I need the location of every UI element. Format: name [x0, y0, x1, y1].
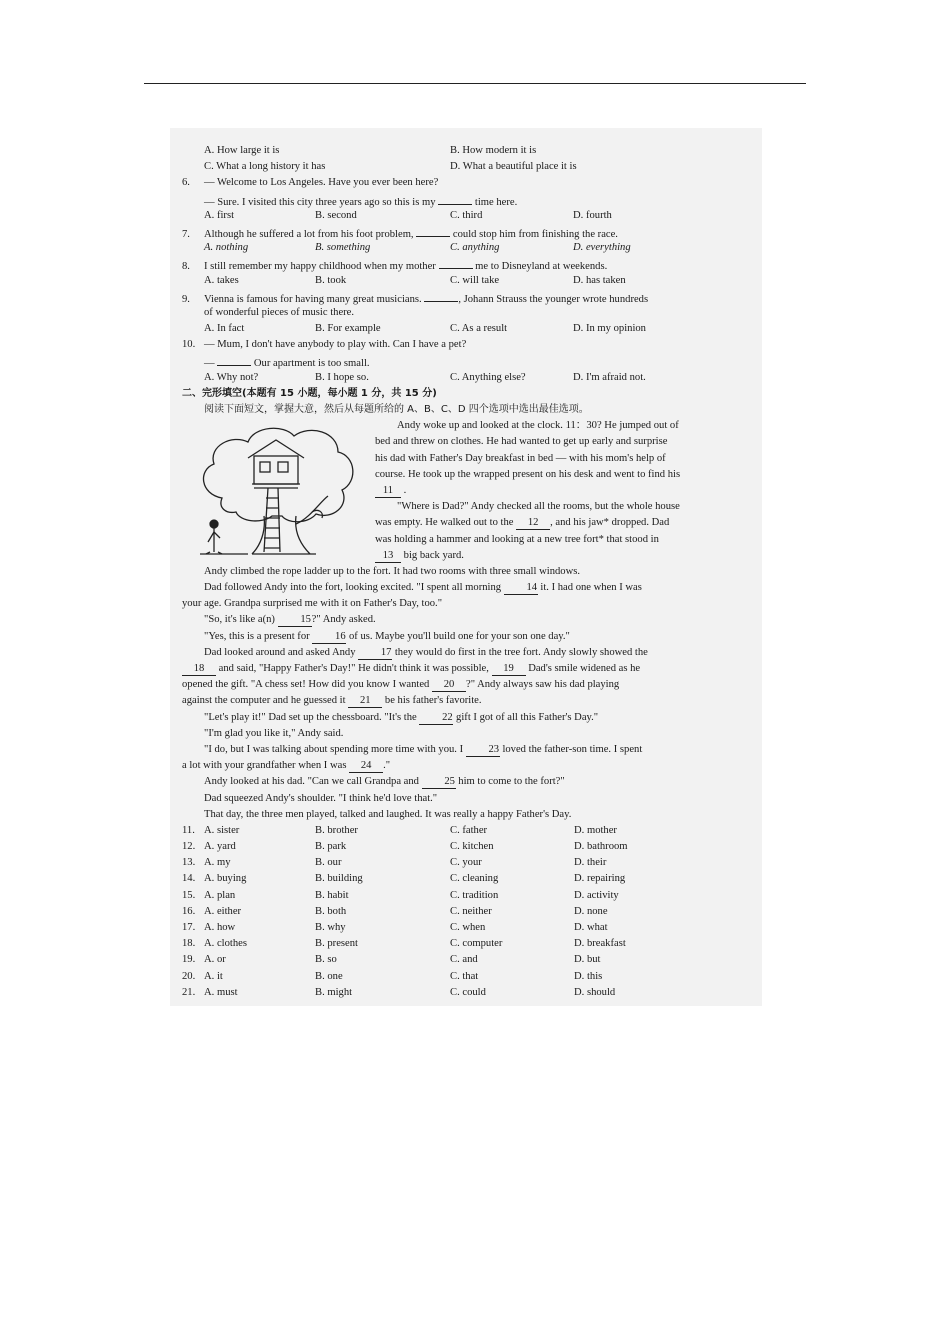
numbered-blank: 16 — [312, 631, 346, 644]
choice-row — [182, 936, 752, 952]
choice-row — [182, 920, 752, 936]
cloze-choices — [182, 823, 752, 1001]
choice-option: B. one — [315, 970, 343, 982]
numbered-blank: 24 — [349, 760, 383, 773]
choice-option: B. present — [315, 938, 358, 950]
choice-option: A. how — [204, 922, 236, 933]
choice-row — [182, 985, 752, 1001]
choice-option: D. repairing — [574, 873, 626, 885]
choice-option: A. clothes — [204, 938, 247, 950]
choice-option: A. must — [204, 986, 238, 998]
story-top: Andy woke up and looked at the clock. 11：30? He jumped out of bed and threw on clothes. He had wanted to get up early and surprise his dad with Father's Day breakfast in bed — with his mom's help of course. He took up the wrapped present on his desk and went to find his 11 . "Where is Dad?" Andy checked all the rooms, but the whole house was empty. He walked out to the 12 , and his jaw* dropped. Dad was holding a hammer and looking at a new tree fort* that stood in 13 big back yard. — [182, 418, 752, 564]
story-paragraph: Dad looked around and asked Andy 17 they would do first in the tree fort. Andy slowly showed the — [204, 646, 648, 658]
choice-option: D. bathroom — [574, 841, 628, 853]
story-paragraph: "I do, but I was talking about spending more time with you. I 23 loved the father-son time. I spent — [204, 743, 643, 755]
choice-option: B. might — [315, 986, 353, 998]
q7-stem: 7. Although he suffered a lot from his foot problem, could stop him from finishing the race. — [182, 224, 752, 240]
choice-option: D. none — [574, 905, 608, 917]
q7-options: A. nothing B. something C. anything D. everything — [204, 242, 631, 254]
choice-option: B. building — [315, 873, 363, 885]
choice-option: A. plan — [204, 889, 236, 901]
choice-option: D. but — [574, 954, 601, 966]
choice-option: A. sister — [204, 824, 240, 836]
q6-stem: 6. — Welcome to Los Angeles. Have you ever been here? — [182, 177, 439, 189]
q10-stem: 10. — Mum, I don't have anybody to play with. Can I have a pet? — [182, 339, 467, 351]
q6-response: — Sure. I visited this city three years ago so this is my time here. — [182, 192, 752, 208]
choice-option: D. activity — [574, 889, 619, 901]
section-title: 二、完形填空(本题有 15 小题，每小题 1 分，共 15 分) — [182, 387, 437, 399]
exam-page: A. How large it is B. How modern it is C. What a long history it has D. What a beautiful place it is 6. — Welcome to Los Angeles. Have you ever been here? — Sure. I visited this city three years ago so this is my time here. A. first B. second C. third D. fourth 7. Although he suffered a lot from his foot problem, could stop him from finishing the race. A. nothing B. something C. anything D. everything 8. I still remember my happy childhood when my mother me to Disneyland at weekends. A. takes B. took C. will take D. has taken 9. Vienna is famous for having many great musicians. , Johann Strauss the younger wrote hundreds of wonderful pieces of music there. A. In fact B. For example C. As a result D. In my opinion 10. — Mum, I don't have anybody to play with. Can I have a pet? — Our apartment is too small. A. Why not? B. I hope so. C. Anything else? D. I'm afraid not. 二、完形填空(本题有 15 小题，每小题 1 分，共 15 分) 阅读下面短文，掌握大意，然后从每题所给的 A、B、C、D 四个选项中选出最佳选项。 Andy woke up and looked at the clock. 11：30? He jumped out of bed and threw on clothes. He had wanted to get up early and surprise his dad with Father's Day breakfast in bed — with his mom's help of course. He took up the wrapped present on his desk and went to find his 11 . "Where is Dad?" Andy checked all the rooms, but the whole house was empty. He walked out to the 12 , and his jaw* dropped. Dad was holding a hammer and looking at a new tree fort* that stood in 13 big back yard. Andy climbed the rope ladder up to the fort. It had two rooms with three small windows. Dad followed Andy into the fort, looking excited. "I spent all morning 14 it. I had one when I was your age. Grandpa surprised me with it on Father's Day, too." "So, it's like a(n) 15?" Andy asked. "Yes, this is a present for 16 of us. Maybe you'll build one for your son one day." Dad looked around and asked Andy 17 they would do first in the tree fort. Andy slowly showed the 18 and said, "Happy Father's Day!" He didn't think it was possible, 19 Dad's smile widened as he opened the gift. "A chess set! How did you know I wanted 20 ?" Andy always saw his dad playing against the computer and he guessed it 21 be his father's favorite. "Let's play it!" Dad set up the chessboard. "It's the 22 gift I got of all this Father's Day." "I'm glad you like it," Andy said. "I do, but I was talking about spending more time with you. I 23 loved the father-son time. I spent a lot with your grandfather when I was 24 ." Andy looked at his dad. "Can we call Grandpa and 25 him to come to the fort?" Dad squeezed Andy's shoulder. "I think he'd love that." That day, the three men played, talked and laughed. It was really a happy Father's Day. 11. A. sister B. brother C. father D. mother 12. A. yard B. park C. kitchen D. bathroom 13. A. my B. our C. your D. their 14. A. buying B. building C. cleaning D. repairing 15. A. plan B. habit C. tradition D. activity 16. A. either B. both C. neither D. none 17. A. how B. why C. when D. what 18. A. clothes B. present C. computer D. breakfast 19. A. or B. so C. and D. but 20. A. it B. one C. that D. this 21. A. must B. might C. could D. should — [182, 143, 752, 1001]
choice-row — [182, 871, 752, 887]
story-paragraph: "So, it's like a(n) 15?" Andy asked. — [204, 614, 376, 626]
choice-option: B. our — [315, 857, 342, 869]
choice-number: 21. — [182, 986, 196, 998]
q6-options: A. first B. second C. third D. fourth — [204, 209, 612, 221]
choice-row — [182, 839, 752, 855]
option: C. What a long history it has — [204, 161, 326, 173]
story-paragraph: "Yes, this is a present for 16 of us. Maybe you'll build one for your son one day." — [204, 630, 570, 642]
numbered-blank: 14 — [504, 582, 538, 595]
choice-option: A. buying — [204, 873, 247, 885]
choice-number: 11. — [182, 824, 195, 836]
choice-number: 15. — [182, 889, 196, 901]
choice-option: A. either — [204, 905, 242, 917]
story-paragraph: Andy looked at his dad. "Can we call Grandpa and 25 him to come to the fort?" — [204, 776, 565, 788]
answer-blank — [416, 224, 450, 237]
numbered-blank: 22 — [419, 712, 453, 725]
option: B. How modern it is — [450, 145, 537, 156]
choice-option: C. computer — [450, 938, 503, 950]
story-paragraph: That day, the three men played, talked and laughed. It was really a happy Father's Day. — [204, 808, 572, 820]
numbered-blank: 23 — [466, 744, 500, 757]
choice-number: 13. — [182, 857, 196, 869]
choice-number: 20. — [182, 970, 196, 982]
choice-row — [182, 904, 752, 920]
choice-option: D. this — [574, 970, 603, 982]
numbered-blank: 15 — [278, 614, 312, 627]
header-rule — [144, 83, 806, 84]
q10-options: A. Why not? B. I hope so. C. Anything else? D. I'm afraid not. — [204, 371, 646, 383]
story-paragraph: Dad followed Andy into the fort, looking excited. "I spent all morning 14 it. I had one when I was — [204, 582, 642, 594]
choice-number: 19. — [182, 954, 196, 966]
option: A. How large it is — [204, 145, 280, 156]
numbered-blank: 18 — [182, 663, 216, 676]
tree-fort-illustration — [192, 420, 362, 560]
choice-number: 12. — [182, 841, 196, 853]
choice-option: C. neither — [450, 905, 492, 917]
choice-option: B. so — [315, 954, 337, 966]
choice-row — [182, 888, 752, 904]
q10-response: — Our apartment is too small. — [182, 353, 752, 369]
choice-option: D. what — [574, 922, 608, 933]
numbered-blank: 19 — [492, 663, 526, 676]
choice-option: B. why — [315, 922, 346, 933]
answer-blank — [217, 353, 251, 366]
choice-option: A. my — [204, 857, 231, 869]
choice-option: D. should — [574, 986, 616, 998]
choice-row — [182, 855, 752, 871]
choice-option: A. it — [204, 970, 223, 982]
choice-option: D. breakfast — [574, 938, 626, 950]
choice-option: B. park — [315, 841, 347, 853]
story-paragraph: "Let's play it!" Dad set up the chessboard. "It's the 22 gift I got of all this Father's Day." — [204, 711, 599, 723]
choice-option: C. when — [450, 922, 486, 933]
choice-option: A. or — [204, 954, 226, 966]
choice-option: C. father — [450, 824, 488, 836]
section-instruction: 阅读下面短文，掌握大意，然后从每题所给的 A、B、C、D 四个选项中选出最佳选项。 — [204, 404, 589, 415]
numbered-blank: 25 — [422, 776, 456, 789]
choice-option: C. that — [450, 970, 479, 982]
choice-option: B. habit — [315, 889, 349, 901]
answer-blank — [438, 192, 472, 205]
numbered-blank: 21 — [348, 695, 382, 708]
choice-option: D. mother — [574, 824, 617, 836]
numbered-blank: 17 — [358, 647, 392, 660]
numbered-blank: 20 — [432, 679, 466, 692]
option: D. What a beautiful place it is — [450, 161, 577, 173]
choice-option: C. and — [450, 954, 478, 966]
q8-stem: 8. I still remember my happy childhood when my mother me to Disneyland at weekends. — [182, 256, 752, 272]
choice-option: C. tradition — [450, 889, 499, 901]
choice-option: B. brother — [315, 824, 358, 836]
choice-number: 16. — [182, 905, 196, 917]
choice-option: D. their — [574, 857, 607, 869]
q8-options: A. takes B. took C. will take D. has taken — [204, 274, 626, 286]
q9-stem-cont: of wonderful pieces of music there. — [204, 306, 355, 318]
choice-option: C. your — [450, 857, 482, 869]
choice-row — [182, 952, 752, 968]
numbered-blank: 13 — [375, 550, 401, 563]
q9-stem: 9. Vienna is famous for having many great musicians. , Johann Strauss the younger wrote hundreds — [182, 289, 752, 305]
choice-row — [182, 969, 752, 985]
choice-option: A. yard — [204, 841, 236, 853]
choice-number: 14. — [182, 873, 196, 885]
choice-number: 18. — [182, 938, 196, 950]
q9-options: A. In fact B. For example C. As a result D. In my opinion — [204, 323, 646, 335]
choice-option: C. could — [450, 986, 486, 998]
choice-number: 17. — [182, 922, 196, 933]
numbered-blank: 12 — [516, 517, 550, 530]
story-paragraph: Andy climbed the rope ladder up to the fort. It had two rooms with three small windows. — [204, 565, 581, 577]
story-paragraph: Dad squeezed Andy's shoulder. "I think he'd love that." — [204, 792, 438, 804]
choice-row — [182, 823, 752, 839]
choice-option: B. both — [315, 905, 347, 917]
choice-option: C. cleaning — [450, 873, 499, 885]
q5-options-row2 — [182, 159, 752, 175]
answer-blank — [439, 256, 473, 269]
story-paragraph: "I'm glad you like it," Andy said. — [204, 727, 344, 739]
choice-option: C. kitchen — [450, 841, 494, 853]
q5-options-row1 — [182, 143, 752, 159]
numbered-blank: 11 — [375, 485, 401, 498]
answer-blank — [424, 289, 458, 302]
